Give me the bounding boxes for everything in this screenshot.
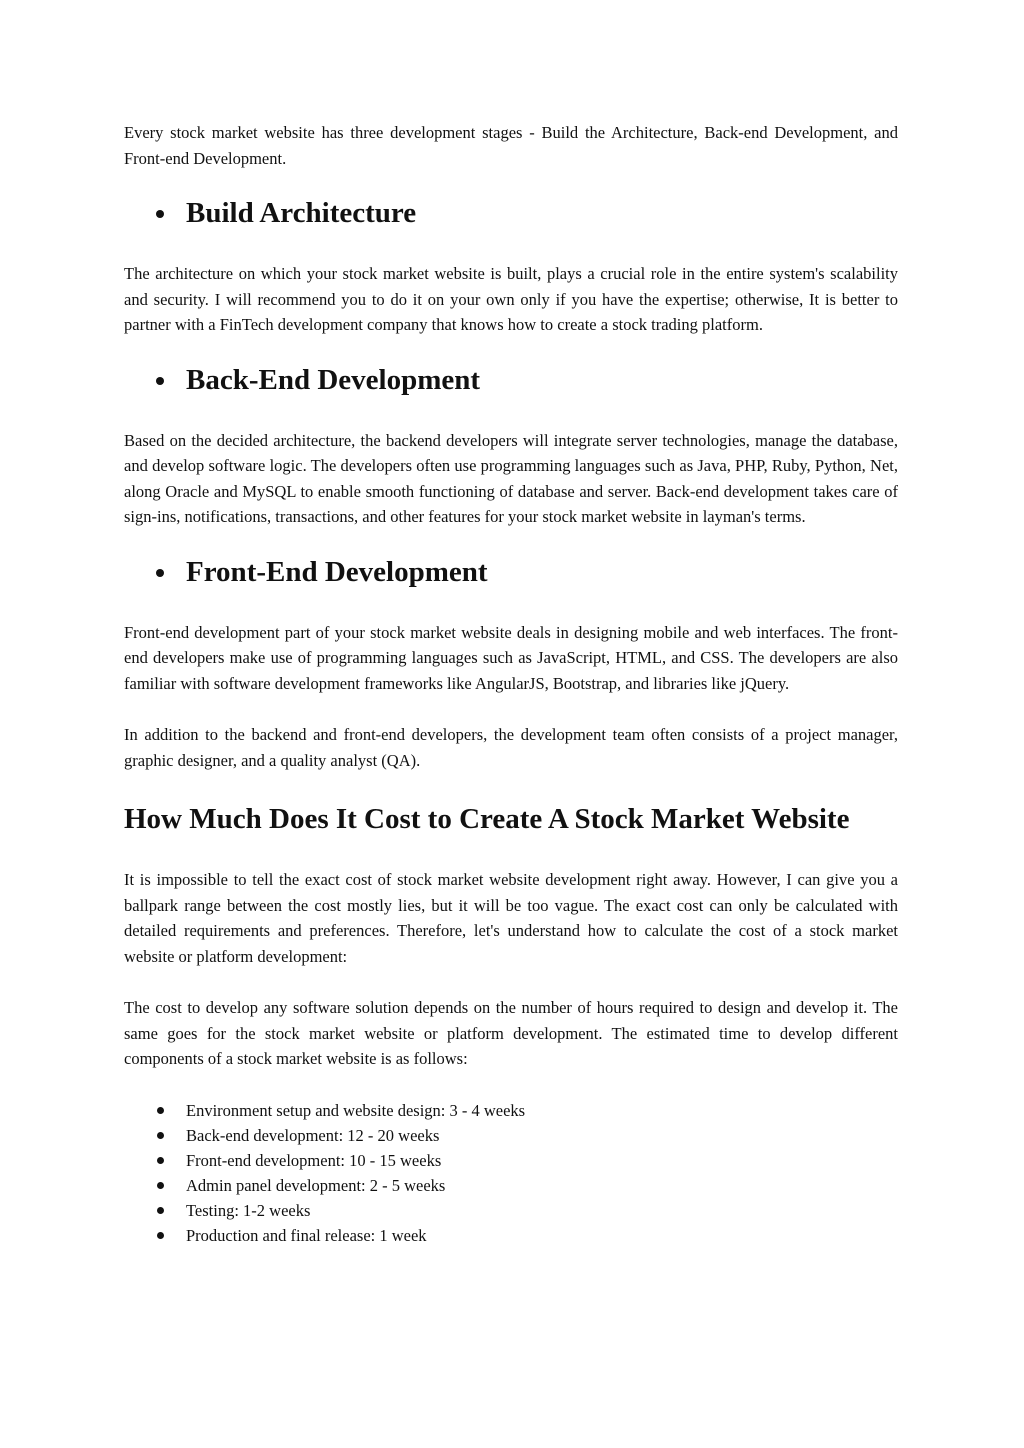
list-item [124, 1173, 898, 1198]
list-item [124, 1148, 898, 1173]
estimate-list [124, 1098, 898, 1248]
list-item-text: Environment setup and website design: 3 - 4 weeks [186, 1100, 526, 1120]
cost-paragraph-1: It is impossible to tell the exact cost of stock market website development right away. However, I can give you a ballpark range between the cost mostly lies, but it will be too vague. The exact cost can only be calculated with detailed requirements and preferences. Therefore, let's understand how to calculate the cost of a stock market website or platform development: [124, 870, 898, 966]
intro-paragraph: Every stock market website has three development stages - Build the Architecture, Back-end Development, and Front-end Development. [124, 123, 898, 168]
heading-text: Build Architecture [186, 197, 417, 229]
list-item [124, 1098, 898, 1123]
list-item [124, 1198, 898, 1223]
team-paragraph: In addition to the backend and front-end developers, the development team often consists of a project manager, graphic designer, and a quality analyst (QA). [124, 725, 898, 770]
bullet-dot-icon [157, 1232, 164, 1239]
bullet-dot-icon [156, 569, 164, 577]
list-item-text: Admin panel development: 2 - 5 weeks [186, 1175, 446, 1195]
bullet-dot-icon [157, 1107, 164, 1114]
heading-back-end-development [124, 362, 898, 398]
document-body [124, 120, 898, 1248]
list-item-text: Testing: 1-2 weeks [186, 1200, 311, 1220]
cost-section-title: How Much Does It Cost to Create A Stock Market Website [124, 803, 850, 835]
list-item-text: Front-end development: 10 - 15 weeks [186, 1150, 442, 1170]
list-item-text: Back-end development: 12 - 20 weeks [186, 1125, 440, 1145]
front-end-paragraph: Front-end development part of your stock market website deals in designing mobile and web interfaces. The front-end developers make use of programming languages such as JavaScript, HTML, and CSS. The developers are also familiar with software development frameworks like AngularJS, Bootstrap, and libraries like jQuery. [124, 622, 898, 693]
list-item [124, 1123, 898, 1148]
cost-paragraph-2: The cost to develop any software solution depends on the number of hours required to design and develop it. The same goes for the stock market website or platform development. The estimated time to develop different components of a stock market website is as follows: [124, 998, 898, 1068]
list-item-text: Production and final release: 1 week [186, 1225, 427, 1245]
heading-front-end-development [124, 554, 898, 590]
back-end-paragraph: Based on the decided architecture, the backend developers will integrate server technologies, manage the database, and develop software logic. The developers often use programming languages such as Java, PHP, Ruby, Python, Net, along Oracle and MySQL to enable smooth functioning of database and server. Back-end development takes care of sign-ins, notifications, transactions, and other features for your stock market website in layman's terms. [124, 430, 898, 526]
heading-text: Front-End Development [186, 555, 488, 588]
bullet-dot-icon [157, 1207, 164, 1214]
list-item [124, 1223, 898, 1248]
bullet-dot-icon [157, 1132, 164, 1139]
build-architecture-paragraph: The architecture on which your stock market website is built, plays a crucial role in the entire system's scalability and security. I will recommend you to do it on your own only if you have the expertise; otherwise, It is better to partner with a FinTech development company that knows how to create a stock trading platform. [124, 264, 898, 334]
bullet-dot-icon [157, 1157, 164, 1164]
heading-text: Back-End Development [186, 363, 481, 396]
bullet-dot-icon [156, 377, 164, 385]
bullet-dot-icon [157, 1182, 164, 1189]
heading-build-architecture [124, 195, 898, 231]
bullet-dot-icon [156, 210, 164, 218]
